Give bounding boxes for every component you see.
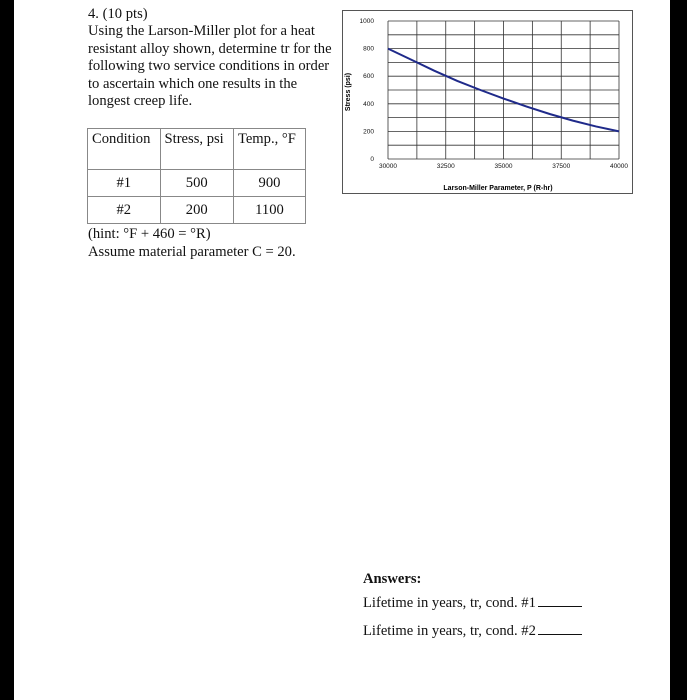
right-black-border: [670, 0, 687, 700]
answer-label-2: Lifetime in years, tr, cond. #2: [363, 623, 536, 639]
answer-label-1: Lifetime in years, tr, cond. #1: [363, 595, 536, 611]
x-tick-label: 32500: [436, 163, 455, 170]
cell-stress: 500: [160, 170, 233, 197]
y-tick-label: 1000: [359, 18, 374, 25]
question-number: 4.: [88, 6, 99, 22]
header-stress: Stress, psi: [160, 129, 233, 170]
conditions-table: [87, 128, 306, 224]
answers-block: [363, 570, 582, 648]
answer-blank-2[interactable]: [538, 620, 582, 635]
header-condition: Condition: [88, 129, 161, 170]
y-axis-label: Stress (psi): [345, 72, 352, 112]
question-header: [88, 6, 338, 23]
cell-temp: 900: [233, 170, 305, 197]
left-black-border: [0, 0, 14, 700]
y-tick-label: 400: [363, 100, 374, 108]
cell-temp: 1100: [233, 197, 305, 224]
question-text: Using the Larson-Miller plot for a heat resistant alloy shown, determine tr for the following two service conditions in order to ascertain which one results in the longest creep life.: [88, 23, 332, 110]
answer-blank-1[interactable]: [538, 592, 582, 607]
table-header-row: [88, 129, 306, 170]
answer-line-1: [363, 592, 582, 612]
question-points: (10 pts): [102, 6, 148, 22]
header-temp: Temp., °F: [233, 129, 305, 170]
cell-stress: 200: [160, 197, 233, 224]
answer-line-2: [363, 620, 582, 640]
y-tick-label: 800: [363, 45, 374, 53]
cell-condition: #2: [88, 197, 161, 224]
cell-condition: #1: [88, 170, 161, 197]
hint-block: [88, 225, 296, 261]
assume-text: Assume material parameter C = 20.: [88, 244, 296, 260]
x-tick-label: 35000: [494, 163, 513, 170]
larson-miller-chart: [342, 10, 634, 196]
y-tick-label: 0: [370, 156, 374, 163]
question-block: [88, 6, 338, 110]
table-row: [88, 197, 306, 224]
hint-text: (hint: °F + 460 = °R): [88, 226, 211, 242]
answers-title: Answers:: [363, 571, 422, 587]
table-row: [88, 170, 306, 197]
x-tick-label: 37500: [552, 163, 571, 170]
y-tick-label: 600: [363, 73, 374, 81]
y-tick-label: 200: [363, 128, 374, 136]
x-tick-label: 30000: [378, 163, 398, 170]
x-axis-label: Larson-Miller Parameter, P (R-hr): [443, 185, 553, 192]
x-tick-label: 40000: [609, 163, 629, 170]
